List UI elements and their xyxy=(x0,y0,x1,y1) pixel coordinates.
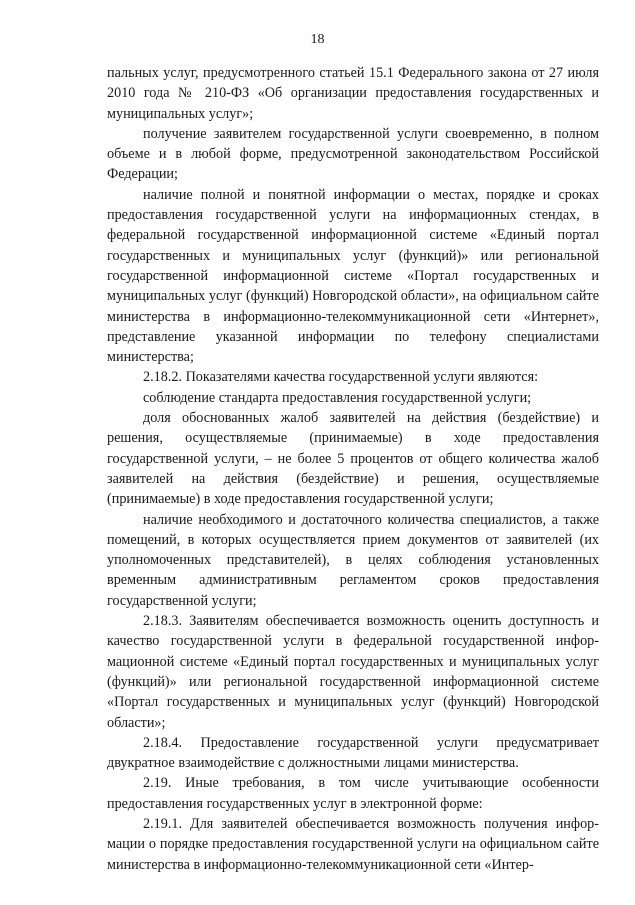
paragraph-standard-compliance: соблюдение стандарта предоставления государственной услуги; xyxy=(143,389,532,406)
paragraph-quality-evaluation: 2.18.3. Заявителям обеспечивается возможность оценить доступность и качество государственной услуги в федеральной государственной информационной системе «Единый портал государственных и муниципальных услуг (функций)» или региональной государственной информационной системе «Портал государственных и муниципальных услуг (функций) Новгородской области»; xyxy=(107,613,599,731)
paragraph-information-availability: наличие полной и понятной информации о местах, порядке и сроках предоставления государственной услуги на информационных стендах, в федеральной государственной информационной системе «Единый портал государственных и муниципальных услуг (функций)» или региональной государственной информационной системе «Портал государственных и муниципальных услуг (функций) Новгородской области», на официальном сайте министерства в информационно-телекоммуникационной сети «Интернет», представление указанной информации по телефону специалистами министерства; xyxy=(107,186,599,366)
paragraph-two-interactions: 2.18.4. Предоставление государственной услуги предусматривает двукратное взаимодействие с должностными лицами министерства. xyxy=(107,734,599,772)
paragraph-timely-service: получение заявителем государственной услуги своевременно, в полном объеме и в любой форме, предусмотренной законодательством Российской Федерации; xyxy=(107,125,599,183)
document-body xyxy=(107,63,599,875)
paragraph-online-information: 2.19.1. Для заявителей обеспечивается возможность получения информации о порядке предоставления государственной услуги на официальном сайте министерства в информационно-телекоммуникационной сети «Интер- xyxy=(107,815,599,873)
paragraph-other-requirements: 2.19. Иные требования, в том числе учитывающие особенности предоставления государственных услуг в электронной форме: xyxy=(107,775,599,812)
paragraph-law-reference: пальных услуг, предусмотренного статьей 15.1 Федерального закона от 27 июля 2010 года № 210-ФЗ «Об организации предоставления государственных и муниципальных услуг»; xyxy=(107,65,599,122)
paragraph-quality-indicators-heading: 2.18.2. Показателями качества государственной услуги являются: xyxy=(143,369,539,386)
paragraph-staff-and-premises: наличие необходимого и достаточного количества специалистов, а также помещений, в которых осуществляется прием документов от заявителей (их уполномоченных представителей), в целях соблюдения установленных временным административным регламентом сроков предоставления государственной услуги; xyxy=(107,511,599,609)
page-number: 18 xyxy=(310,32,325,47)
paragraph-complaints-share: доля обоснованных жалоб заявителей на действия (бездействие) и решения, осуществляемые (принимаемые) в ходе предоставления государственной услуги, – не более 5 процентов от общего количества жалоб заявителей на действия (бездействие) и решения, осуществляемые (принимаемые) в ходе предоставления государственной услуги; xyxy=(107,410,599,508)
